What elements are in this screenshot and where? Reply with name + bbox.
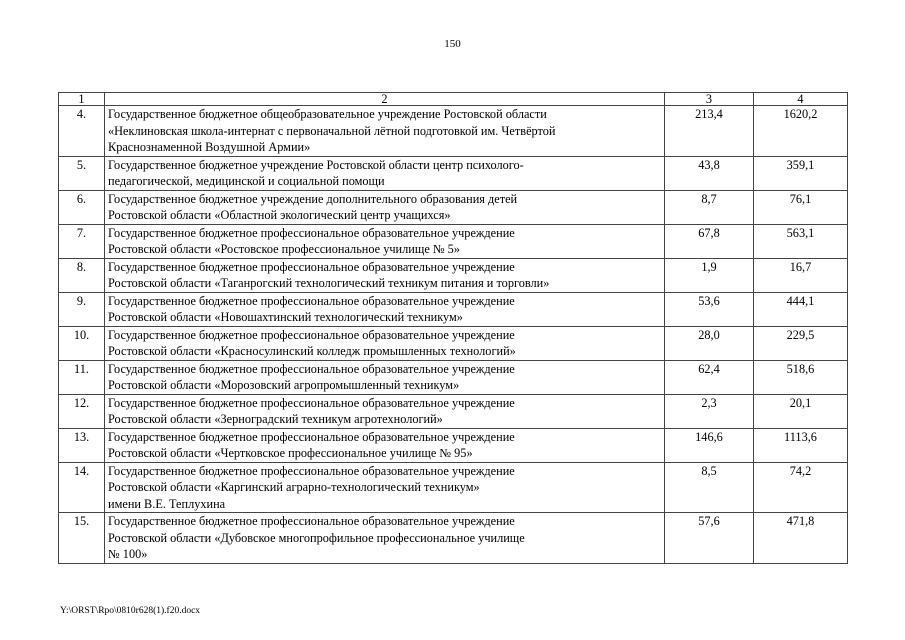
institution-name-line: № 100» bbox=[108, 547, 148, 561]
institution-name bbox=[105, 258, 665, 292]
institution-name bbox=[105, 190, 665, 224]
table-row bbox=[59, 258, 848, 292]
value-column-4: 563,1 bbox=[754, 224, 848, 258]
value-column-3: 213,4 bbox=[665, 106, 754, 157]
institution-name bbox=[105, 462, 665, 513]
row-number: 12. bbox=[59, 394, 105, 428]
file-path-footer: Y:\ORST\Rpo\0810r628(1).f20.docx bbox=[60, 606, 201, 616]
institution-name-line: Государственное бюджетное профессиональное образовательное учреждение bbox=[108, 361, 515, 376]
value-column-4: 1620,2 bbox=[754, 106, 848, 157]
institution-name-line: Государственное бюджетное профессиональное образовательное учреждение bbox=[108, 259, 515, 274]
institution-name bbox=[105, 394, 665, 428]
value-column-3: 8,5 bbox=[665, 462, 754, 513]
value-column-3: 2,3 bbox=[665, 394, 754, 428]
institution-name bbox=[105, 106, 665, 157]
page-number: 150 bbox=[444, 38, 461, 50]
institution-name bbox=[105, 292, 665, 326]
table-header-row bbox=[59, 93, 848, 106]
value-column-3: 28,0 bbox=[665, 326, 754, 360]
institution-name bbox=[105, 224, 665, 258]
header-cell-1: 1 bbox=[59, 93, 105, 106]
institution-name-line: Государственное бюджетное профессиональное образовательное учреждение bbox=[108, 293, 515, 308]
row-number: 9. bbox=[59, 292, 105, 326]
value-column-3: 67,8 bbox=[665, 224, 754, 258]
institution-name-line: Краснознаменной Воздушной Армии» bbox=[108, 140, 311, 154]
institution-name-line: имени В.Е. Теплухина bbox=[108, 496, 226, 511]
institution-name-line: Государственное бюджетное профессиональное образовательное учреждение bbox=[108, 429, 515, 444]
institution-name-line: Ростовской области «Чертковское профессиональное училище № 95» bbox=[108, 446, 473, 460]
value-column-4: 16,7 bbox=[754, 258, 848, 292]
row-number: 10. bbox=[59, 326, 105, 360]
value-column-3: 43,8 bbox=[665, 156, 754, 190]
table-row bbox=[59, 224, 848, 258]
institution-name bbox=[105, 428, 665, 462]
value-column-4: 359,1 bbox=[754, 156, 848, 190]
table-row bbox=[59, 106, 848, 157]
institution-name-line: Ростовской области «Ростовское профессиональное училище № 5» bbox=[108, 242, 460, 256]
institution-name-line: Государственное бюджетное учреждение дополнительного образования детей bbox=[108, 191, 518, 206]
institution-name-line: Государственное бюджетное профессиональное образовательное учреждение bbox=[108, 327, 515, 342]
institution-name-line: педагогической, медицинской и социальной помощи bbox=[108, 174, 385, 188]
row-number: 4. bbox=[59, 106, 105, 157]
row-number: 8. bbox=[59, 258, 105, 292]
table-row bbox=[59, 394, 848, 428]
institution-name-line: Ростовской области «Таганрогский технологический техникум питания и торговли» bbox=[108, 276, 550, 290]
institution-name-line: Государственное бюджетное профессиональное образовательное учреждение bbox=[108, 225, 515, 240]
institution-name-line: Ростовской области «Областной экологический центр учащихся» bbox=[108, 208, 451, 222]
row-number: 15. bbox=[59, 513, 105, 564]
row-number: 11. bbox=[59, 360, 105, 394]
value-column-4: 74,2 bbox=[754, 462, 848, 513]
header-cell-4: 4 bbox=[754, 93, 848, 106]
institution-name bbox=[105, 156, 665, 190]
institution-name-line: Государственное бюджетное профессиональное образовательное учреждение bbox=[108, 463, 515, 478]
institution-name bbox=[105, 360, 665, 394]
value-column-3: 62,4 bbox=[665, 360, 754, 394]
institution-name-line: Государственное бюджетное профессиональное образовательное учреждение bbox=[108, 514, 515, 528]
value-column-4: 76,1 bbox=[754, 190, 848, 224]
row-number: 5. bbox=[59, 156, 105, 190]
header-cell-3: 3 bbox=[665, 93, 754, 106]
table-row bbox=[59, 360, 848, 394]
value-column-4: 1113,6 bbox=[754, 428, 848, 462]
institution-name-line: Ростовской области «Красносулинский колледж промышленных технологий» bbox=[108, 344, 516, 358]
institution-name-line: Государственное бюджетное учреждение Ростовской области центр психолого- bbox=[108, 157, 524, 172]
data-table bbox=[58, 92, 848, 564]
value-column-4: 444,1 bbox=[754, 292, 848, 326]
institution-name-line: Ростовской области «Каргинский аграрно-технологический техникум» bbox=[108, 480, 480, 494]
value-column-4: 20,1 bbox=[754, 394, 848, 428]
institution-name-line: Ростовской области «Зерноградский техникум агротехнологий» bbox=[108, 412, 443, 426]
value-column-4: 229,5 bbox=[754, 326, 848, 360]
row-number: 6. bbox=[59, 190, 105, 224]
institution-name bbox=[105, 513, 665, 564]
table-row bbox=[59, 428, 848, 462]
value-column-3: 57,6 bbox=[665, 513, 754, 564]
table-row bbox=[59, 156, 848, 190]
institution-name-line: Ростовской области «Новошахтинский технологический техникум» bbox=[108, 310, 463, 324]
table-row bbox=[59, 513, 848, 564]
institution-name-line: Государственное бюджетное общеобразовательное учреждение Ростовской области bbox=[108, 107, 547, 121]
row-number: 14. bbox=[59, 462, 105, 513]
table-row bbox=[59, 326, 848, 360]
institution-name-line: «Неклиновская школа-интернат с первоначальной лётной подготовкой им. Четвёртой bbox=[108, 123, 556, 138]
table-row bbox=[59, 292, 848, 326]
row-number: 13. bbox=[59, 428, 105, 462]
table-row bbox=[59, 462, 848, 513]
value-column-3: 8,7 bbox=[665, 190, 754, 224]
institution-name-line: Государственное бюджетное профессиональное образовательное учреждение bbox=[108, 395, 515, 410]
institution-name-line: Ростовской области «Дубовское многопрофильное профессиональное училище bbox=[108, 530, 525, 545]
value-column-4: 471,8 bbox=[754, 513, 848, 564]
table-row bbox=[59, 190, 848, 224]
institution-name bbox=[105, 326, 665, 360]
value-column-3: 146,6 bbox=[665, 428, 754, 462]
institution-name-line: Ростовской области «Морозовский агропромышленный техникум» bbox=[108, 378, 460, 392]
value-column-4: 518,6 bbox=[754, 360, 848, 394]
row-number: 7. bbox=[59, 224, 105, 258]
header-cell-2: 2 bbox=[105, 93, 665, 106]
value-column-3: 1,9 bbox=[665, 258, 754, 292]
value-column-3: 53,6 bbox=[665, 292, 754, 326]
